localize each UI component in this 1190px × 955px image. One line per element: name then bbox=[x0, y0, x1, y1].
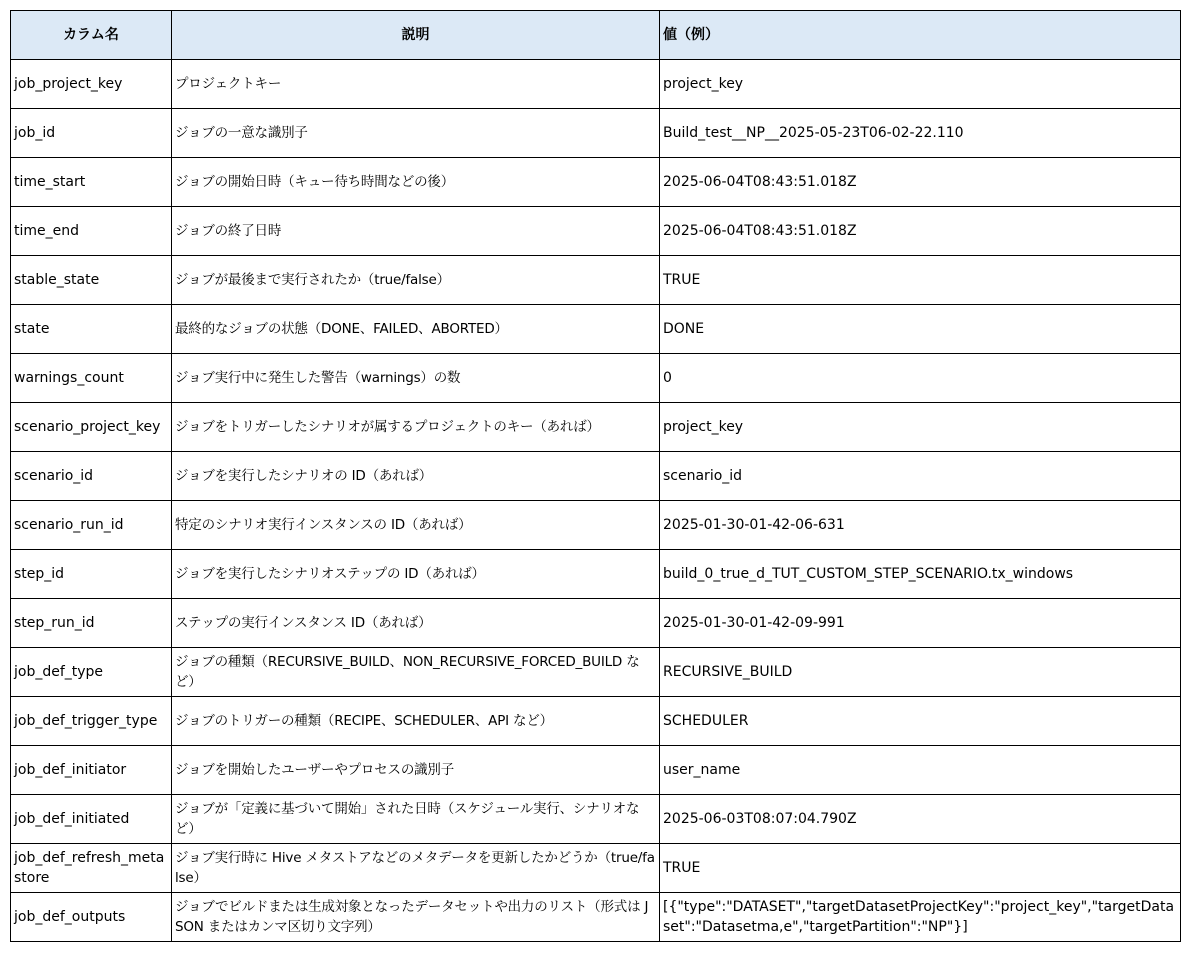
value-example-cell[interactable]: [{"type":"DATASET","targetDatasetProjectKey":"project_key","targetDataset":"Datasetma,e","targetPartition":"NP"}] bbox=[660, 893, 1181, 942]
description-cell[interactable]: プロジェクトキー bbox=[172, 60, 660, 109]
table-row bbox=[11, 256, 1181, 305]
table-row bbox=[11, 452, 1181, 501]
description-cell[interactable]: ジョブの終了日時 bbox=[172, 207, 660, 256]
table-row bbox=[11, 746, 1181, 795]
description-cell[interactable]: 特定のシナリオ実行インスタンスの ID（あれば） bbox=[172, 501, 660, 550]
table-row bbox=[11, 893, 1181, 942]
header-value-example[interactable]: 値（例） bbox=[660, 11, 1181, 60]
description-cell[interactable]: ジョブ実行時に Hive メタストアなどのメタデータを更新したかどうか（true/false） bbox=[172, 844, 660, 893]
value-example-cell[interactable]: TRUE bbox=[660, 844, 1181, 893]
column-name-cell[interactable]: job_project_key bbox=[11, 60, 172, 109]
value-example-cell[interactable]: 2025-06-04T08:43:51.018Z bbox=[660, 158, 1181, 207]
table-row bbox=[11, 844, 1181, 893]
column-name-cell[interactable]: time_end bbox=[11, 207, 172, 256]
column-name-cell[interactable]: job_def_type bbox=[11, 648, 172, 697]
value-example-cell[interactable]: 2025-06-03T08:07:04.790Z bbox=[660, 795, 1181, 844]
column-name-cell[interactable]: step_run_id bbox=[11, 599, 172, 648]
description-cell[interactable]: ジョブをトリガーしたシナリオが属するプロジェクトのキー（あれば） bbox=[172, 403, 660, 452]
column-name-cell[interactable]: job_def_initiator bbox=[11, 746, 172, 795]
column-name-cell[interactable]: warnings_count bbox=[11, 354, 172, 403]
value-example-cell[interactable]: TRUE bbox=[660, 256, 1181, 305]
description-cell[interactable]: ジョブの開始日時（キュー待ち時間などの後） bbox=[172, 158, 660, 207]
value-example-cell[interactable]: project_key bbox=[660, 403, 1181, 452]
description-cell[interactable]: ステップの実行インスタンス ID（あれば） bbox=[172, 599, 660, 648]
value-example-cell[interactable]: project_key bbox=[660, 60, 1181, 109]
table-row bbox=[11, 550, 1181, 599]
header-description[interactable]: 説明 bbox=[172, 11, 660, 60]
description-cell[interactable]: ジョブのトリガーの種類（RECIPE、SCHEDULER、API など） bbox=[172, 697, 660, 746]
table-row bbox=[11, 158, 1181, 207]
value-example-cell[interactable]: 2025-01-30-01-42-06-631 bbox=[660, 501, 1181, 550]
table-row bbox=[11, 795, 1181, 844]
table-row bbox=[11, 648, 1181, 697]
column-name-cell[interactable]: job_def_outputs bbox=[11, 893, 172, 942]
table-row bbox=[11, 501, 1181, 550]
table-row bbox=[11, 109, 1181, 158]
value-example-cell[interactable]: user_name bbox=[660, 746, 1181, 795]
table-body bbox=[11, 60, 1181, 942]
table-row bbox=[11, 599, 1181, 648]
header-row bbox=[11, 11, 1181, 60]
table-row bbox=[11, 305, 1181, 354]
column-name-cell[interactable]: state bbox=[11, 305, 172, 354]
column-name-cell[interactable]: stable_state bbox=[11, 256, 172, 305]
description-cell[interactable]: ジョブが最後まで実行されたか（true/false） bbox=[172, 256, 660, 305]
description-cell[interactable]: ジョブを実行したシナリオステップの ID（あれば） bbox=[172, 550, 660, 599]
table-row bbox=[11, 207, 1181, 256]
table-row bbox=[11, 60, 1181, 109]
value-example-cell[interactable]: scenario_id bbox=[660, 452, 1181, 501]
column-name-cell[interactable]: time_start bbox=[11, 158, 172, 207]
table-row bbox=[11, 403, 1181, 452]
description-cell[interactable]: ジョブの種類（RECURSIVE_BUILD、NON_RECURSIVE_FORCED_BUILD など） bbox=[172, 648, 660, 697]
column-name-cell[interactable]: job_def_initiated bbox=[11, 795, 172, 844]
value-example-cell[interactable]: build_0_true_d_TUT_CUSTOM_STEP_SCENARIO.tx_windows bbox=[660, 550, 1181, 599]
value-example-cell[interactable]: 0 bbox=[660, 354, 1181, 403]
value-example-cell[interactable]: DONE bbox=[660, 305, 1181, 354]
description-cell[interactable]: ジョブが「定義に基づいて開始」された日時（スケジュール実行、シナリオなど） bbox=[172, 795, 660, 844]
description-cell[interactable]: ジョブを開始したユーザーやプロセスの識別子 bbox=[172, 746, 660, 795]
description-cell[interactable]: ジョブ実行中に発生した警告（warnings）の数 bbox=[172, 354, 660, 403]
header-column-name[interactable]: カラム名 bbox=[11, 11, 172, 60]
column-name-cell[interactable]: scenario_id bbox=[11, 452, 172, 501]
value-example-cell[interactable]: RECURSIVE_BUILD bbox=[660, 648, 1181, 697]
column-name-cell[interactable]: job_def_trigger_type bbox=[11, 697, 172, 746]
column-spec-table bbox=[10, 10, 1181, 942]
table-row bbox=[11, 354, 1181, 403]
column-name-cell[interactable]: job_id bbox=[11, 109, 172, 158]
value-example-cell[interactable]: 2025-01-30-01-42-09-991 bbox=[660, 599, 1181, 648]
column-name-cell[interactable]: step_id bbox=[11, 550, 172, 599]
table-header bbox=[11, 11, 1181, 60]
column-name-cell[interactable]: scenario_run_id bbox=[11, 501, 172, 550]
column-name-cell[interactable]: scenario_project_key bbox=[11, 403, 172, 452]
description-cell[interactable]: ジョブでビルドまたは生成対象となったデータセットや出力のリスト（形式は JSON またはカンマ区切り文字列） bbox=[172, 893, 660, 942]
column-name-cell[interactable]: job_def_refresh_metastore bbox=[11, 844, 172, 893]
description-cell[interactable]: ジョブを実行したシナリオの ID（あれば） bbox=[172, 452, 660, 501]
value-example-cell[interactable]: 2025-06-04T08:43:51.018Z bbox=[660, 207, 1181, 256]
value-example-cell[interactable]: Build_test__NP__2025-05-23T06-02-22.110 bbox=[660, 109, 1181, 158]
description-cell[interactable]: 最終的なジョブの状態（DONE、FAILED、ABORTED） bbox=[172, 305, 660, 354]
description-cell[interactable]: ジョブの一意な識別子 bbox=[172, 109, 660, 158]
table-row bbox=[11, 697, 1181, 746]
value-example-cell[interactable]: SCHEDULER bbox=[660, 697, 1181, 746]
